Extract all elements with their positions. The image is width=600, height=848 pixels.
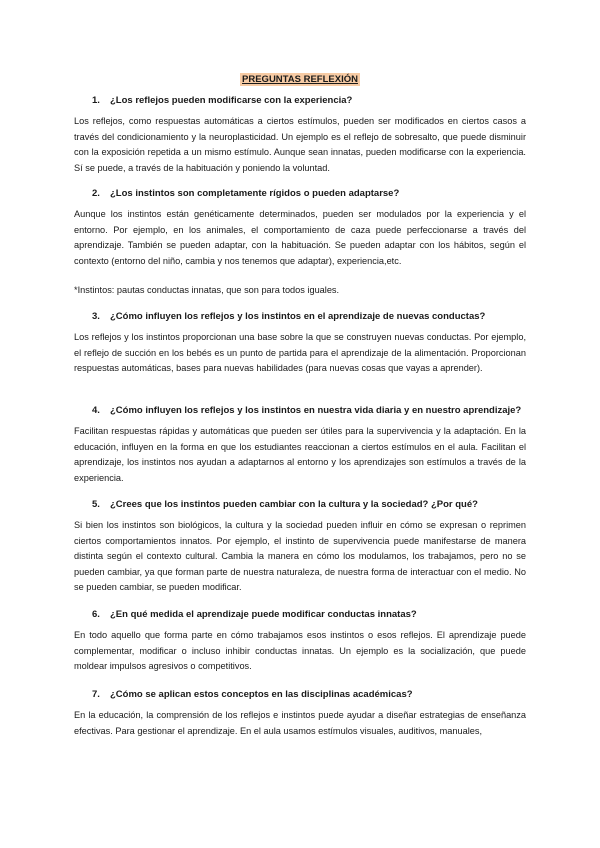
answer-1: Los reflejos, como respuestas automáticas a ciertos estímulos, pueden ser modificados en ciertos casos a través del condicionamiento y la neuroplasticidad. Un ejemplo es el reflejo de sobresalto, que puede disminuir con la exposición repetida a un mismo estímulo. Aunque sean innatas, pueden modificarse con la experiencia. Sí se puede, a través de la habituación y poniendo la voluntad. <box>74 116 526 173</box>
question-4 <box>92 405 521 416</box>
answer-7: En la educación, la comprensión de los reflejos e instintos puede ayudar a diseñar estrategias de enseñanza efectivas. Para gestionar el aprendizaje. En el aula usamos estímulos visuales, auditivos, manuales, <box>74 710 526 736</box>
page-title-text: PREGUNTAS REFLEXIÓN <box>242 74 358 85</box>
question-2 <box>92 188 399 199</box>
question-1 <box>92 95 352 106</box>
question-6 <box>92 609 417 620</box>
answer-4: Facilitan respuestas rápidas y automáticas que pueden ser útiles para la supervivencia y la adaptación. En la educación, influyen en la forma en que los estudiantes reaccionan a ciertos estímulos en el aula. Facilitan el aprendizaje, los instintos nos ayudan a adaptarnos al entorno y los aprendizajes son estímulos a través de la experiencia. <box>74 426 526 483</box>
question-number: 4. <box>92 405 100 416</box>
question-text: ¿En qué medida el aprendizaje puede modificar conductas innatas? <box>110 609 417 620</box>
question-number: 2. <box>92 188 100 199</box>
question-text: ¿Crees que los instintos pueden cambiar con la cultura y la sociedad? ¿Por qué? <box>110 499 478 510</box>
question-text: ¿Los reflejos pueden modificarse con la experiencia? <box>110 95 353 106</box>
question-7 <box>92 689 413 700</box>
answer-3: Los reflejos y los instintos proporcionan una base sobre la que se construyen nuevas conductas. Por ejemplo, el reflejo de succión en los bebés es un punto de partida para el aprendizaje de la alimentación. Proporcionan respuestas automáticas, bases para nuevas habilidades (para nuevas cosas que vayas a aprender). <box>74 332 526 374</box>
answer-5: Si bien los instintos son biológicos, la cultura y la sociedad pueden influir en cómo se expresan o reprimen ciertos comportamientos innatos. Por ejemplo, el instinto de supervivencia puede manifestarse de manera distinta según el contexto cultural. Cambia la manera en cómo los modulamos, los trabajamos, pero no se pueden cambiar, ya que forman parte de nuestra naturaleza, de nuestra forma de interactuar con el medio. No se pueden cambiar, se pueden modificar. <box>74 520 526 593</box>
question-3 <box>92 311 485 322</box>
question-number: 6. <box>92 609 100 620</box>
answer-6: En todo aquello que forma parte en cómo trabajamos esos instintos o esos reflejos. El aprendizaje puede complementar, modificar o incluso inhibir conductas innatas. Un ejemplo es la socialización, que puede moldear impulsos agresivos o competitivos. <box>74 630 526 672</box>
question-text: ¿Cómo influyen los reflejos y los instintos en nuestra vida diaria y en nuestro aprendizaje? <box>110 405 522 416</box>
question-text: ¿Cómo se aplican estos conceptos en las disciplinas académicas? <box>110 689 413 700</box>
question-number: 7. <box>92 689 100 700</box>
question-5 <box>92 499 478 510</box>
question-text: ¿Cómo influyen los reflejos y los instintos en el aprendizaje de nuevas conductas? <box>110 311 486 322</box>
question-number: 5. <box>92 499 100 510</box>
answer-2: Aunque los instintos están genéticamente determinados, pueden ser modulados por la experiencia y el entorno. Por ejemplo, en los animales, el comportamiento de caza puede perfeccionarse a través del aprendizaje. También se pueden adaptar, con la habituación. Se pueden adaptar con los hábitos, según el contexto (entorno del niño, cambia y nos tenemos que adaptar), experiencia,etc. <box>74 209 526 266</box>
question-number: 1. <box>92 95 100 106</box>
note-instintos: *Instintos: pautas conductas innatas, que son para todos iguales. <box>74 285 340 295</box>
question-text: ¿Los instintos son completamente rígidos o pueden adaptarse? <box>110 188 400 199</box>
page-title <box>0 74 600 85</box>
question-number: 3. <box>92 311 100 322</box>
